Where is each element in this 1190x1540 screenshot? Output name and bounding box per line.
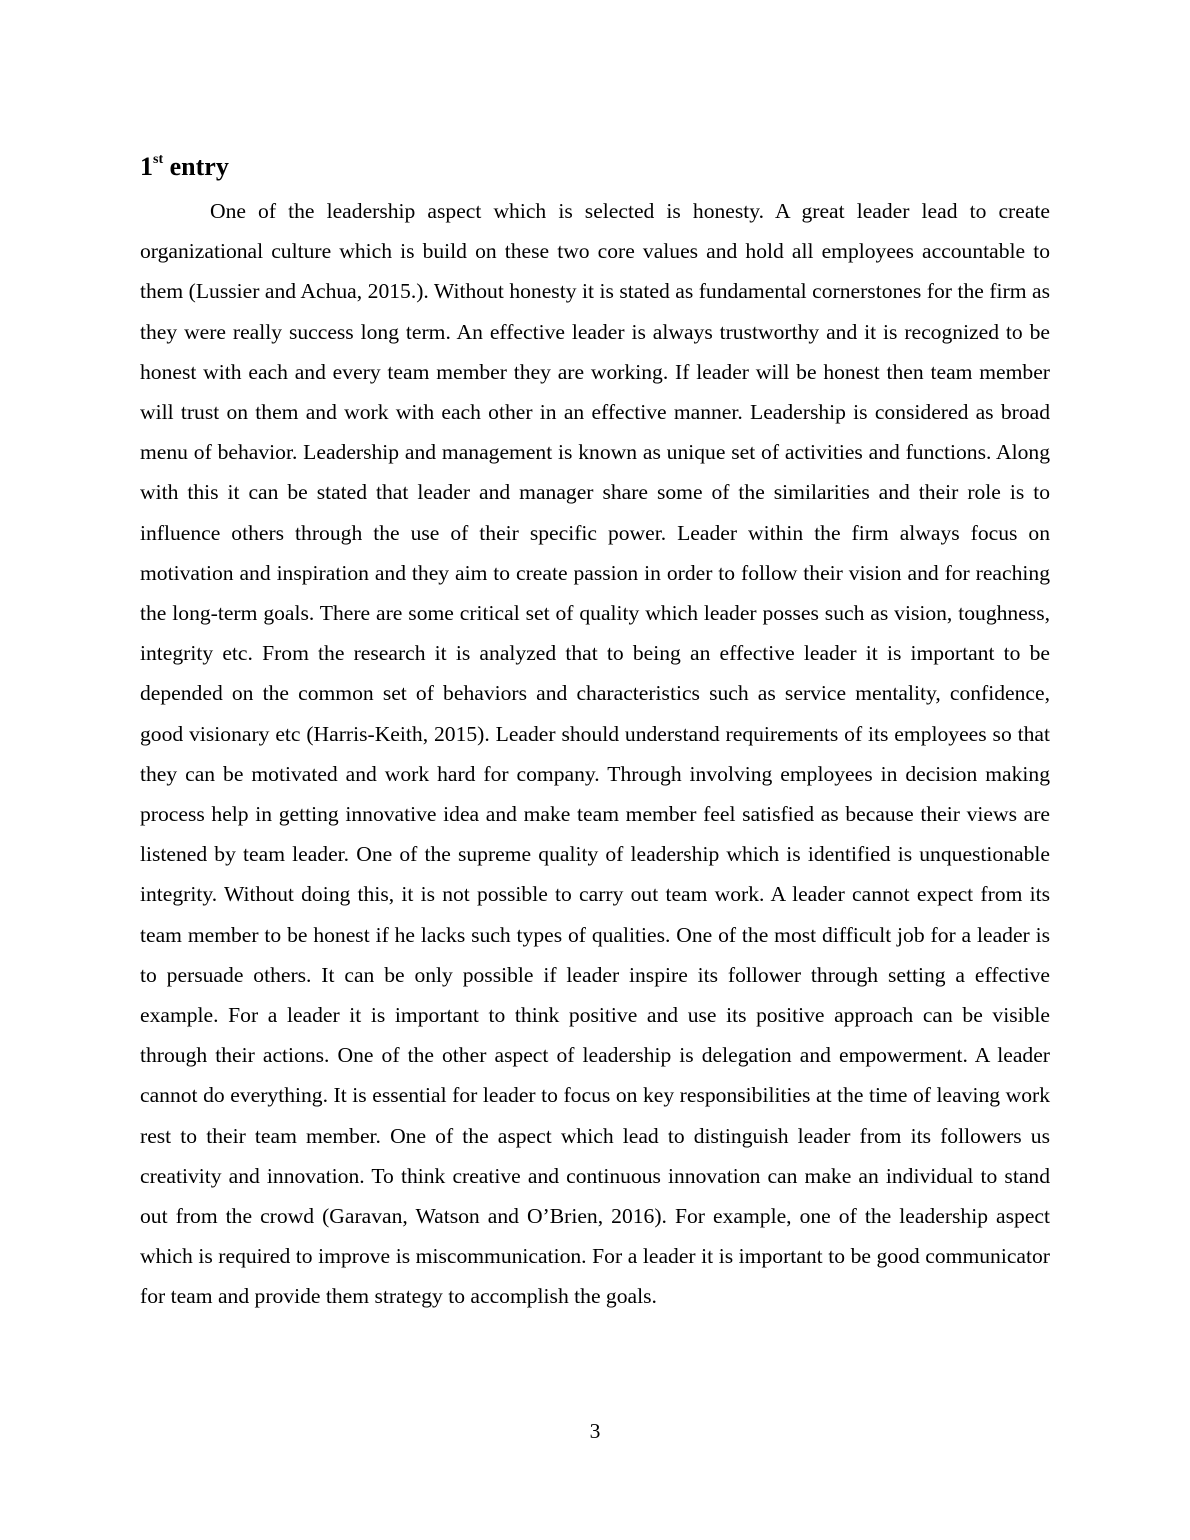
heading-number: 1 [140, 152, 153, 181]
heading-superscript: st [153, 152, 164, 167]
body-paragraph: One of the leadership aspect which is selected is honesty. A great leader lead to create organizational culture which is build on these two core values and hold all employees accountable to them (Lussier and Achua, 2015.). Without honesty it is stated as fundamental cornerstones for the firm as they were really success long term. An effective leader is always trustworthy and it is recognized to be honest with each and every team member they are working. If leader will be honest then team member will trust on them and work with each other in an effective manner. Leadership is considered as broad menu of behavior. Leadership and management is known as unique set of activities and functions. Along with this it can be stated that leader and manager share some of the similarities and their role is to influence others through the use of their specific power. Leader within the firm always focus on motivation and inspiration and they aim to create passion in order to follow their vision and for reaching the long-term goals. There are some critical set of quality which leader posses such as vision, toughness, integrity etc. From the research it is analyzed that to being an effective leader it is important to be depended on the common set of behaviors and characteristics such as service mentality, confidence, good visionary etc (Harris-Keith, 2015). Leader should understand requirements of its employees so that they can be motivated and work hard for company. Through involving employees in decision making process help in getting innovative idea and make team member feel satisfied as because their views are listened by team leader. One of the supreme quality of leadership which is identified is unquestionable integrity. Without doing this, it is not possible to carry out team work. A leader cannot expect from its team member to be honest if he lacks such types of qualities. One of the most difficult job for a leader is to persuade others. It can be only possible if leader inspire its follower through setting a effective example. For a leader it is important to think positive and use its positive approach can be visible through their actions. One of the other aspect of leadership is delegation and empowerment. A leader cannot do everything. It is essential for leader to focus on key responsibilities at the time of leaving work rest to their team member. One of the aspect which lead to distinguish leader from its followers us creativity and innovation. To think creative and continuous innovation can make an individual to stand out from the crowd (Garavan, Watson and O’Brien, 2016). For example, one of the leadership aspect which is required to improve is miscommunication. For a leader it is important to be good communicator for team and provide them strategy to accomplish the goals. [140, 199, 1050, 1309]
page-number: 3 [589, 1419, 601, 1443]
heading-text: entry [163, 152, 229, 181]
section-heading [140, 150, 229, 184]
